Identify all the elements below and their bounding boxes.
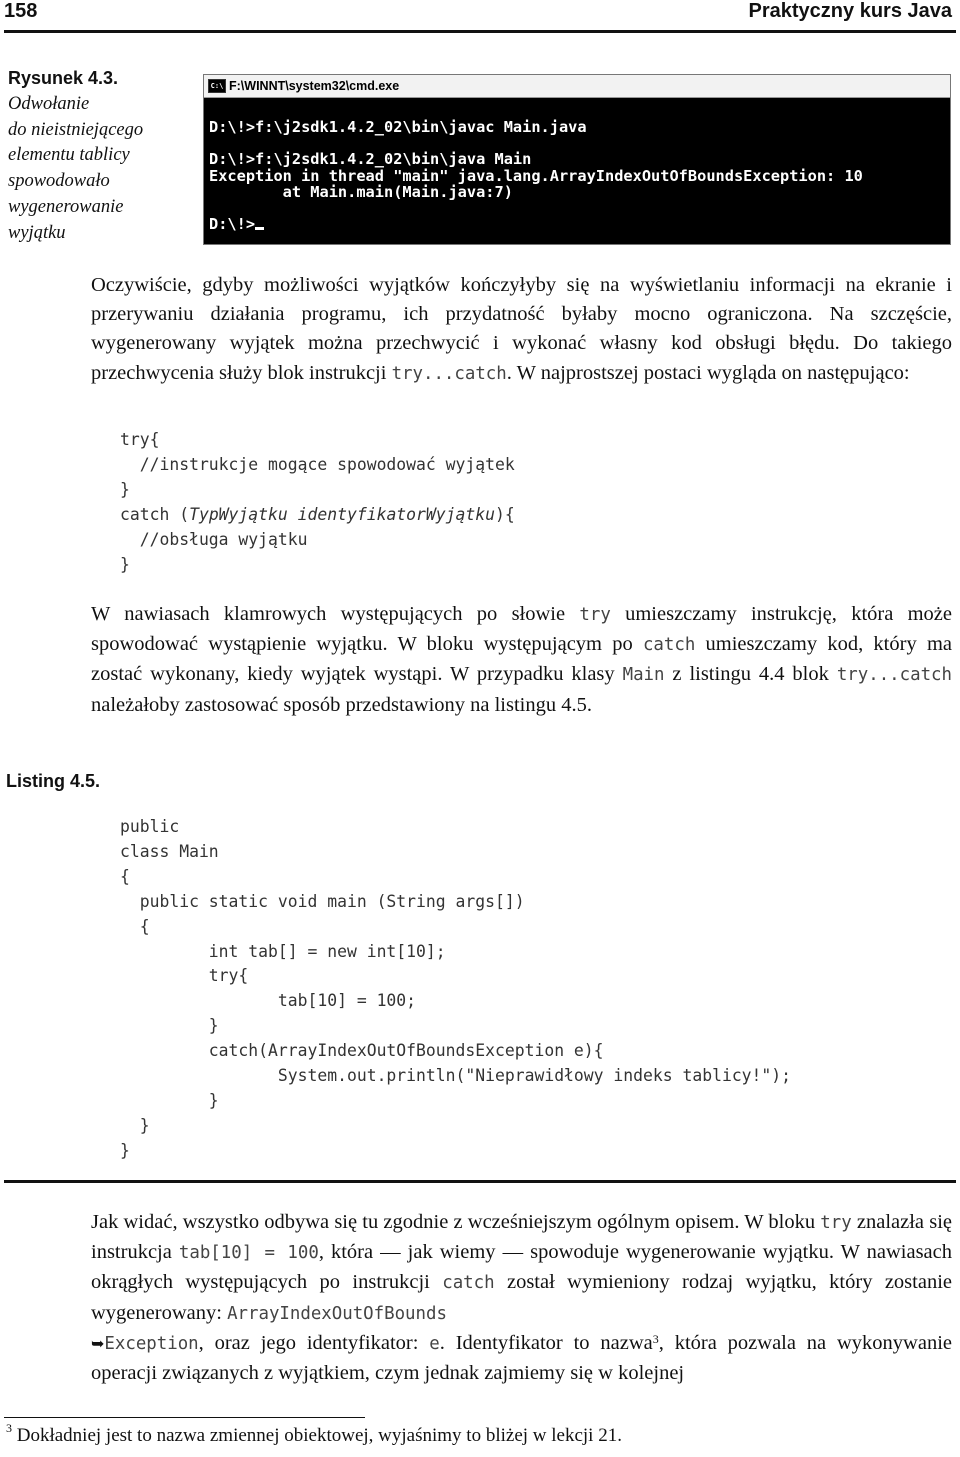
code-line: } <box>120 479 130 499</box>
code-line: public static void main (String args[]) <box>120 891 525 911</box>
code-line: //obsługa wyjątku <box>120 529 308 549</box>
inline-code: try <box>820 1213 852 1233</box>
footnote-text: Dokładniej jest to nazwa zmiennej obiektowej, wyjaśnimy to bliżej w lekcji 21. <box>12 1425 622 1446</box>
figure-label: Rysunek 4.3. <box>8 68 119 88</box>
code-line: } <box>120 554 130 574</box>
console-title-bar <box>204 75 950 98</box>
console-cursor <box>255 227 264 230</box>
text: . Identyfikator to nazwa <box>439 1331 653 1354</box>
console-title: F:\WINNT\system32\cmd.exe <box>229 79 400 93</box>
console-line: D:\!>f:\j2sdk1.4.2_02\bin\java Main <box>209 150 532 169</box>
paragraph-1 <box>91 271 952 389</box>
listing-rule <box>4 1180 956 1183</box>
code-line: int tab[] = new int[10]; <box>120 941 446 961</box>
caption-line: Odwołanie <box>8 93 90 114</box>
code-line: //instrukcje mogące spowodować wyjątek <box>120 454 515 474</box>
code-line: } <box>120 1090 219 1110</box>
text: znalazła się instrukcja <box>91 1211 952 1264</box>
paragraph-3 <box>91 1208 952 1388</box>
inline-code: try <box>579 605 611 625</box>
text: . W najprostszej postaci wygląda on następująco: <box>506 361 910 384</box>
footnote <box>6 1421 622 1447</box>
text: umieszczamy instrukcję, która może spowodować wystąpienie wyjątku. W bloku występującym po <box>91 603 952 656</box>
page-header <box>0 0 960 30</box>
footnote-ref: 3 <box>652 1331 659 1346</box>
text: Jak widać, wszystko odbywa się tu zgodnie z wcześniejszym ogólnym opisem. W bloku <box>91 1211 821 1233</box>
caption-line: wygenerowanie <box>8 196 124 217</box>
console-output <box>204 98 950 232</box>
code-line: try{ <box>120 430 160 449</box>
header-rule <box>4 30 956 33</box>
caption-line: wyjątku <box>8 222 66 243</box>
text: , która — jak wiemy — spowoduje wygenerowanie wyjątku. W nawiasach okrągłych występujących po instrukcji <box>91 1241 952 1294</box>
code-block-try-catch <box>120 428 515 577</box>
code-line: } <box>120 1115 150 1135</box>
text: należałoby zastosować sposób przedstawiony na listingu 4.5. <box>91 693 592 716</box>
listing-label: Listing 4.5. <box>6 771 101 791</box>
caption-line: elementu tablicy <box>8 145 130 166</box>
text: W nawiasach klamrowych występujących po słowie <box>91 603 580 625</box>
code-line: } <box>120 1016 219 1036</box>
console-window <box>203 74 951 245</box>
inline-code: Main <box>622 665 665 686</box>
footnote-mark: 3 <box>6 1421 12 1435</box>
code-line: ){ <box>495 504 515 524</box>
code-line: } <box>120 1140 130 1160</box>
code-line: class Main <box>120 841 219 861</box>
console-line: Exception in thread "main" java.lang.ArrayIndexOutOfBoundsException: 10 <box>209 166 863 185</box>
paragraph-2 <box>91 600 952 720</box>
console-line: at Main.main(Main.java:7) <box>209 182 513 201</box>
running-title: Praktyczny kurs Java <box>748 0 952 22</box>
text: , która pozwala na wykonywanie operacji związanych z wyjątkiem, czym jednak zajmiemy się w kolejnej <box>91 1331 952 1385</box>
inline-code: Exception <box>104 1333 199 1354</box>
line-continuation-arrow-icon: ➥ <box>91 1333 105 1353</box>
code-line: public <box>120 817 180 836</box>
figure-caption <box>8 66 193 247</box>
code-placeholder: TypWyjątku identyfikatorWyjątku <box>189 504 495 524</box>
inline-code: catch <box>442 1273 495 1294</box>
console-icon: C:\ <box>208 79 226 93</box>
caption-line: do nieistniejącego <box>8 119 144 140</box>
console-line: D:\!> <box>209 215 256 234</box>
code-line: try{ <box>120 966 249 986</box>
code-line: System.out.println("Nieprawidłowy indeks tablicy!"); <box>120 1066 792 1086</box>
text: z listingu 4.4 blok <box>664 663 837 686</box>
page-number: 158 <box>4 0 38 22</box>
listing-code <box>120 815 791 1164</box>
text: , oraz jego identyfikator: <box>198 1331 430 1354</box>
text: Oczywiście, gdyby możliwości wyjątków kończyłyby się na wyświetlaniu informacji na ekranie i przerywaniu działania programu, ich przydatność byłaby mocno ograniczona. Na szczęście, wygenerowany wyjątek można przechwycić i wykonać własny kod obsługi błędu. Do takiego przechwycenia służy blok instrukcji <box>91 274 952 384</box>
inline-code: tab[10] = 100 <box>178 1243 319 1264</box>
footnote-rule <box>4 1417 365 1418</box>
text: został wymieniony rodzaj wyjątku, który zostanie wygenerowany: <box>91 1271 952 1324</box>
inline-code: try...catch <box>836 665 952 686</box>
code-line: catch(ArrayIndexOutOfBoundsException e){ <box>120 1041 604 1061</box>
code-line: { <box>120 916 150 936</box>
code-line: catch ( <box>120 504 190 524</box>
inline-code: e <box>429 1333 440 1354</box>
code-line: { <box>120 866 130 886</box>
inline-code: catch <box>642 635 696 656</box>
console-line: D:\!>f:\j2sdk1.4.2_02\bin\javac Main.java <box>209 118 587 136</box>
inline-code: try...catch <box>391 363 507 384</box>
caption-line: spowodowało <box>8 171 110 192</box>
inline-code: ArrayIndexOutOfBounds <box>227 1303 447 1324</box>
text: umieszczamy kod, który ma zostać wykonany, kiedy wyjątek wystąpi. W przypadku klasy <box>91 633 952 686</box>
code-line: tab[10] = 100; <box>120 991 417 1011</box>
